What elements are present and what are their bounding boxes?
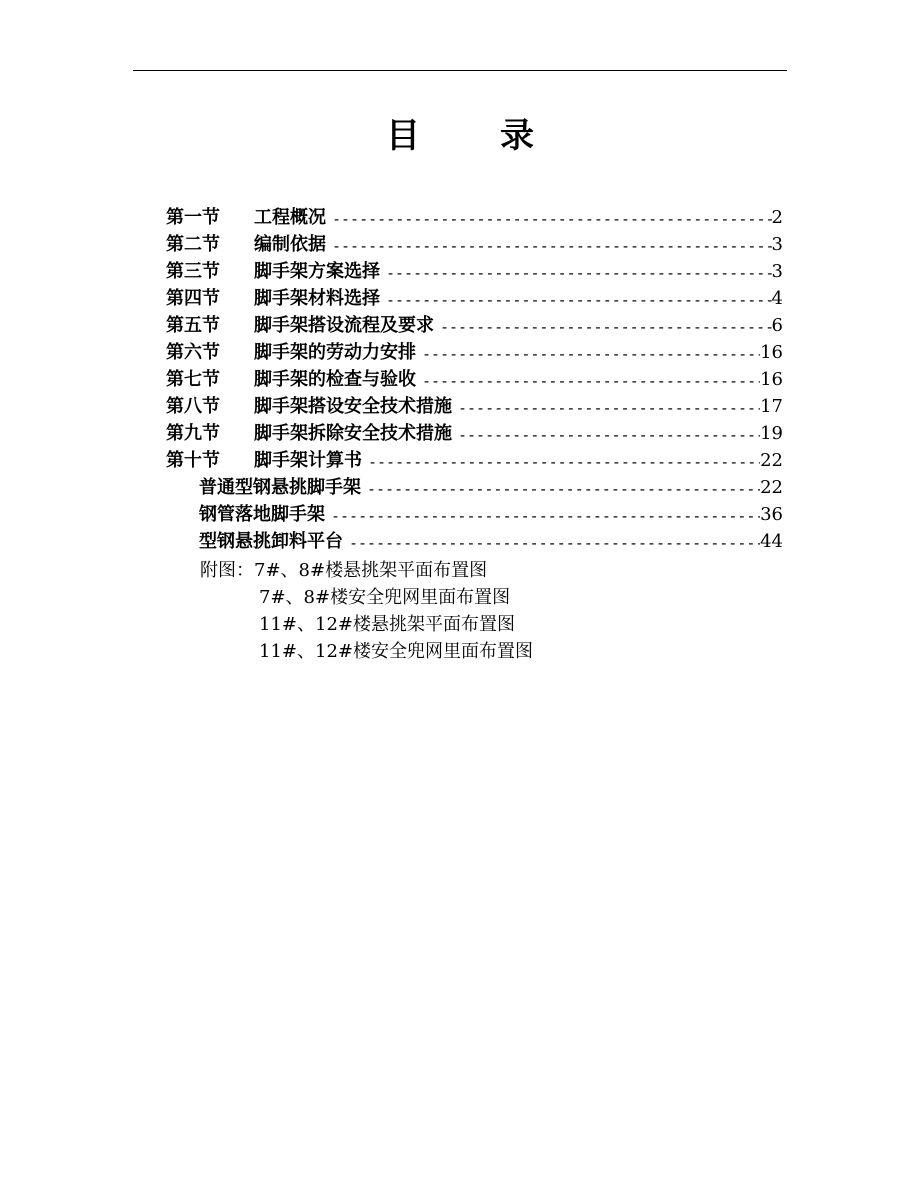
toc-page-number: 17 [760,396,783,417]
toc-leader [332,208,772,230]
toc-entry[interactable] [166,419,783,446]
toc-page-number: 16 [760,342,783,363]
toc-entry[interactable] [166,338,783,365]
toc-section-title: 工程概况 [254,207,326,228]
toc-leader [422,370,760,392]
appendix-line: 11#、12#楼悬挑架平面布置图 [259,614,515,635]
toc-leader [386,289,772,311]
toc-subentry[interactable] [199,473,783,500]
toc-page-number: 44 [760,531,783,552]
toc-subsection-title: 钢管落地脚手架 [199,504,325,525]
toc-page-number: 3 [771,261,783,282]
toc-section-number: 第三节 [166,261,220,282]
toc-leader [440,316,772,338]
toc-page-number: 19 [760,423,783,444]
toc-entry[interactable] [166,284,783,311]
toc-page-number: 22 [760,477,783,498]
appendix-line: 7#、8#楼安全兜网里面布置图 [259,587,511,608]
appendix-line: 11#、12#楼安全兜网里面布置图 [259,641,533,662]
toc-subsection-title: 型钢悬挑卸料平台 [199,531,343,552]
appendix-line: 附图：7#、8#楼悬挑架平面布置图 [200,560,488,581]
toc-section-title: 编制依据 [254,234,326,255]
toc-entry[interactable] [166,257,783,284]
toc-section-title: 脚手架的劳动力安排 [254,342,416,363]
toc-page-number: 36 [760,504,783,525]
toc-section-title: 脚手架搭设流程及要求 [254,315,434,336]
toc-section-title: 脚手架计算书 [254,450,362,471]
toc-section-title: 脚手架的检查与验收 [254,369,416,390]
toc-section-number: 第六节 [166,342,220,363]
toc-leader [368,451,760,473]
toc-page-number: 4 [771,288,783,309]
toc-entry[interactable] [166,311,783,338]
toc-subsection-title: 普通型钢悬挑脚手架 [199,477,361,498]
toc-leader [332,235,772,257]
title-char-1: 目 [386,116,420,156]
page-title [0,112,920,160]
toc-leader [458,424,760,446]
toc-entry[interactable] [166,446,783,473]
toc-section-number: 第二节 [166,234,220,255]
toc-section-title: 脚手架材料选择 [254,288,380,309]
toc-section-number: 第四节 [166,288,220,309]
toc-page-number: 22 [760,450,783,471]
toc-subentry[interactable] [199,527,783,554]
toc-section-number: 第一节 [166,207,220,228]
toc-leader [422,343,760,365]
toc-page-number: 6 [771,315,783,336]
toc-leader [367,478,760,500]
toc-section-title: 脚手架拆除安全技术措施 [254,423,452,444]
toc-section-number: 第八节 [166,396,220,417]
toc-subentry[interactable] [199,500,783,527]
toc-entry[interactable] [166,203,783,230]
toc-section-number: 第十节 [166,450,220,471]
toc-section-number: 第七节 [166,369,220,390]
toc-leader [349,532,760,554]
toc-leader [331,505,760,527]
toc-entry[interactable] [166,230,783,257]
toc-leader [458,397,760,419]
toc-entry[interactable] [166,392,783,419]
toc-page-number: 16 [760,369,783,390]
toc-section-number: 第九节 [166,423,220,444]
toc-page-number: 3 [771,234,783,255]
toc-page-number: 2 [771,207,783,228]
toc-section-title: 脚手架方案选择 [254,261,380,282]
toc-entry[interactable] [166,365,783,392]
toc-section-number: 第五节 [166,315,220,336]
toc-leader [386,262,772,284]
toc-section-title: 脚手架搭设安全技术措施 [254,396,452,417]
header-rule [133,70,787,71]
title-char-2: 录 [500,116,534,156]
